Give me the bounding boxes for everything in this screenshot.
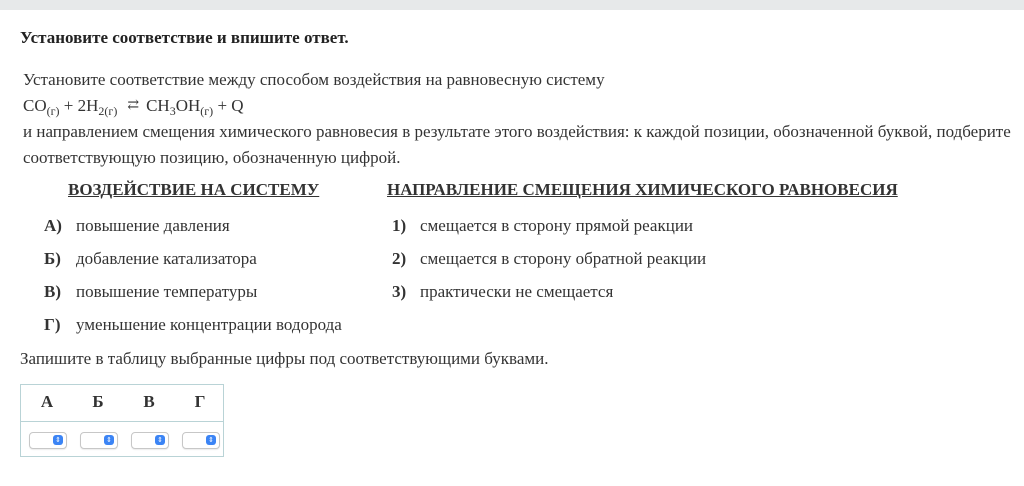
question-intro: Установите соответствие между способом воздействия на равновесную систему <box>23 70 605 89</box>
answer-select-v[interactable] <box>131 432 169 449</box>
answer-select-a[interactable] <box>29 432 67 449</box>
eq-oh: OH <box>175 96 201 115</box>
header-letter-v: В <box>143 392 155 411</box>
updown-chevron-icon: ⇕ <box>53 435 63 445</box>
item-text: повышение температуры <box>76 282 258 301</box>
answer-select-b[interactable] <box>80 432 118 449</box>
item-text: уменьшение концентрации водорода <box>76 315 342 334</box>
right-item-1 <box>392 216 693 236</box>
left-item-b <box>44 249 257 269</box>
right-column-title: НАПРАВЛЕНИЕ СМЕЩЕНИЯ ХИМИЧЕСКОГО РАВНОВЕСИЯ <box>387 180 898 199</box>
left-item-a <box>44 216 230 236</box>
answer-table-header <box>21 385 223 422</box>
item-key: В) <box>44 282 61 301</box>
left-item-g <box>44 315 342 335</box>
answer-table <box>20 384 224 457</box>
left-column-title: ВОЗДЕЙСТВИЕ НА СИСТЕМУ <box>68 180 320 199</box>
eq-co: CO <box>23 96 47 115</box>
eq-co-state: (г) <box>46 104 60 118</box>
item-text: повышение давления <box>76 216 230 235</box>
eq-ch-sub: 3 <box>169 104 176 118</box>
updown-chevron-icon: ⇕ <box>155 435 165 445</box>
updown-chevron-icon: ⇕ <box>104 435 114 445</box>
equilibrium-arrows-icon: ⇄ <box>127 98 139 113</box>
right-item-2 <box>392 249 706 269</box>
item-text: смещается в сторону обратной реакции <box>420 249 707 268</box>
eq-tail: + Q <box>213 96 244 115</box>
eq-h-sub: 2(г) <box>98 104 118 118</box>
eq-ch: CH <box>146 96 170 115</box>
header-letter-b: Б <box>92 392 104 411</box>
updown-chevron-icon: ⇕ <box>206 435 216 445</box>
left-item-v <box>44 282 257 302</box>
task-heading: Установите соответствие и впишите ответ. <box>20 28 349 47</box>
top-bar <box>0 0 1024 10</box>
question-task: и направлением смещения химического равновесия в результате этого воздействия: к каждой позиции, обозначенной буквой, подберите соответствующую позицию, обозначенную цифрой. <box>23 122 1011 167</box>
right-item-3 <box>392 282 613 302</box>
answer-select-g[interactable] <box>182 432 220 449</box>
eq-plus-h: + 2H <box>59 96 99 115</box>
item-text: добавление катализатора <box>76 249 257 268</box>
item-key: 1) <box>392 216 407 235</box>
header-letter-a: А <box>40 392 54 411</box>
item-key: Б) <box>44 249 61 268</box>
item-key: 3) <box>392 282 407 301</box>
answer-instruction: Запишите в таблицу выбранные цифры под соответствующими буквами. <box>20 349 549 368</box>
item-text: смещается в сторону прямой реакции <box>420 216 694 235</box>
item-key: 2) <box>392 249 407 268</box>
item-key: Г) <box>44 315 61 334</box>
header-letter-g: Г <box>194 392 206 411</box>
item-text: практически не смещается <box>420 282 614 301</box>
eq-oh-state: (г) <box>200 104 214 118</box>
item-key: А) <box>44 216 62 235</box>
